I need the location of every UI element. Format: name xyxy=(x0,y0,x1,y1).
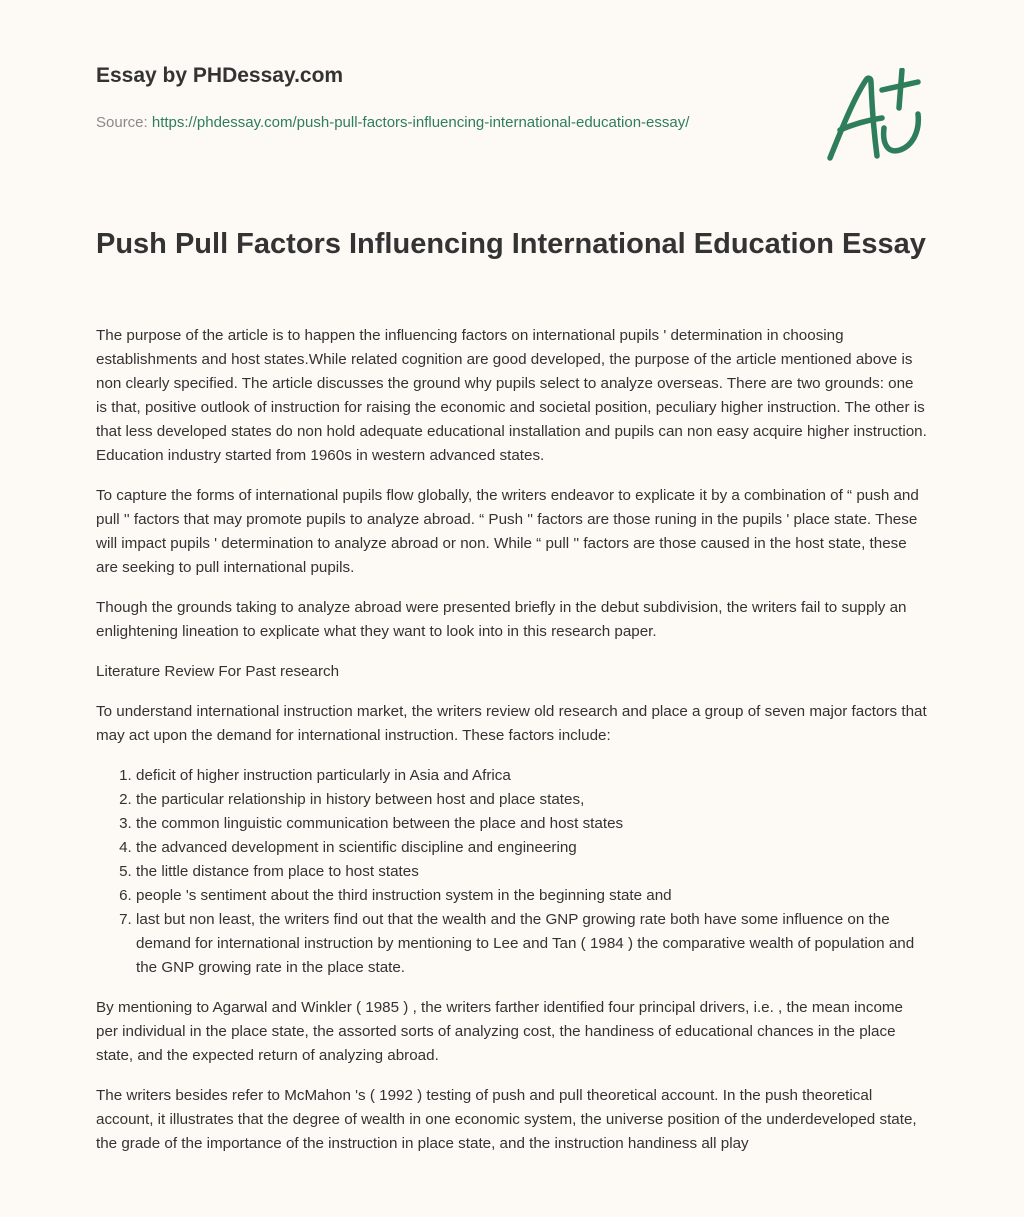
site-title: Essay by PHDessay.com xyxy=(96,64,344,87)
essay-paragraph: By mentioning to Agarwal and Winkler ( 1985 ) , the writers farther identified four principal drivers, i.e. , the mean income per individual in the place state, the assorted sorts of analyzing cost, the handiness of educational chances in the place state, and the expected return of analyzing abroad. xyxy=(96,999,903,1064)
a-plus-grade-icon xyxy=(822,68,928,168)
list-item: 5. the little distance from place to host states xyxy=(136,860,928,884)
list-item: 6. people 's sentiment about the third instruction system in the beginning state and xyxy=(136,884,928,908)
source-line xyxy=(96,111,736,135)
essay-paragraph: To capture the forms of international pupils flow globally, the writers endeavor to explicate it by a combination of “ push and pull '' factors that may promote pupils to analyze abroad. “ Push '' factors are those runing in the pupils ' place state. These will impact pupils ' determination to analyze abroad or non. While “ pull '' factors are those caused in the host state, these are seeking to pull international pupils. xyxy=(96,487,919,576)
list-item: 1. deficit of higher instruction particularly in Asia and Africa xyxy=(136,764,928,788)
essay-content xyxy=(96,324,928,1172)
essay-title: Push Pull Factors Influencing International Education Essay xyxy=(96,228,926,260)
list-item: 4. the advanced development in scientific discipline and engineering xyxy=(136,836,928,860)
factors-list xyxy=(96,764,928,980)
essay-paragraph: To understand international instruction market, the writers review old research and place a group of seven major factors that may act upon the demand for international instruction. These factors include: xyxy=(96,703,927,744)
source-link[interactable]: https://phdessay.com/push-pull-factors-influencing-international-education-essay/ xyxy=(151,114,690,131)
section-heading: Literature Review For Past research xyxy=(96,663,340,680)
list-item: 3. the common linguistic communication between the place and host states xyxy=(136,812,928,836)
essay-paragraph: Though the grounds taking to analyze abroad were presented briefly in the debut subdivision, the writers fail to supply an enlightening lineation to explicate what they want to look into in this research paper. xyxy=(96,599,907,640)
list-item: 2. the particular relationship in history between host and place states, xyxy=(136,788,928,812)
essay-paragraph: The purpose of the article is to happen the influencing factors on international pupils ' determination in choosing establishments and host states.While related cognition are good developed, the purpose of the article mentioned above is non clearly specified. The article discusses the ground why pupils select to analyze overseas. There are two grounds: one is that, positive outlook of instruction for raising the economic and societal position, peculiary higher instruction. The other is that less developed states do non hold adequate educational installation and pupils can non easy acquire higher instruction. Education industry started from 1960s in western advanced states. xyxy=(96,327,927,464)
list-item: 7. last but non least, the writers find out that the wealth and the GNP growing rate both have some influence on the demand for international instruction by mentioning to Lee and Tan ( 1984 ) the comparative wealth of population and the GNP growing rate in the place state. xyxy=(136,908,928,980)
source-label: Source: xyxy=(96,114,148,131)
essay-paragraph: The writers besides refer to McMahon 's ( 1992 ) testing of push and pull theoretical account. In the push theoretical account, it illustrates that the degree of wealth in one economic system, the universe position of the underdeveloped state, the grade of the importance of the instruction in place state, and the instruction handiness all play xyxy=(96,1087,917,1152)
